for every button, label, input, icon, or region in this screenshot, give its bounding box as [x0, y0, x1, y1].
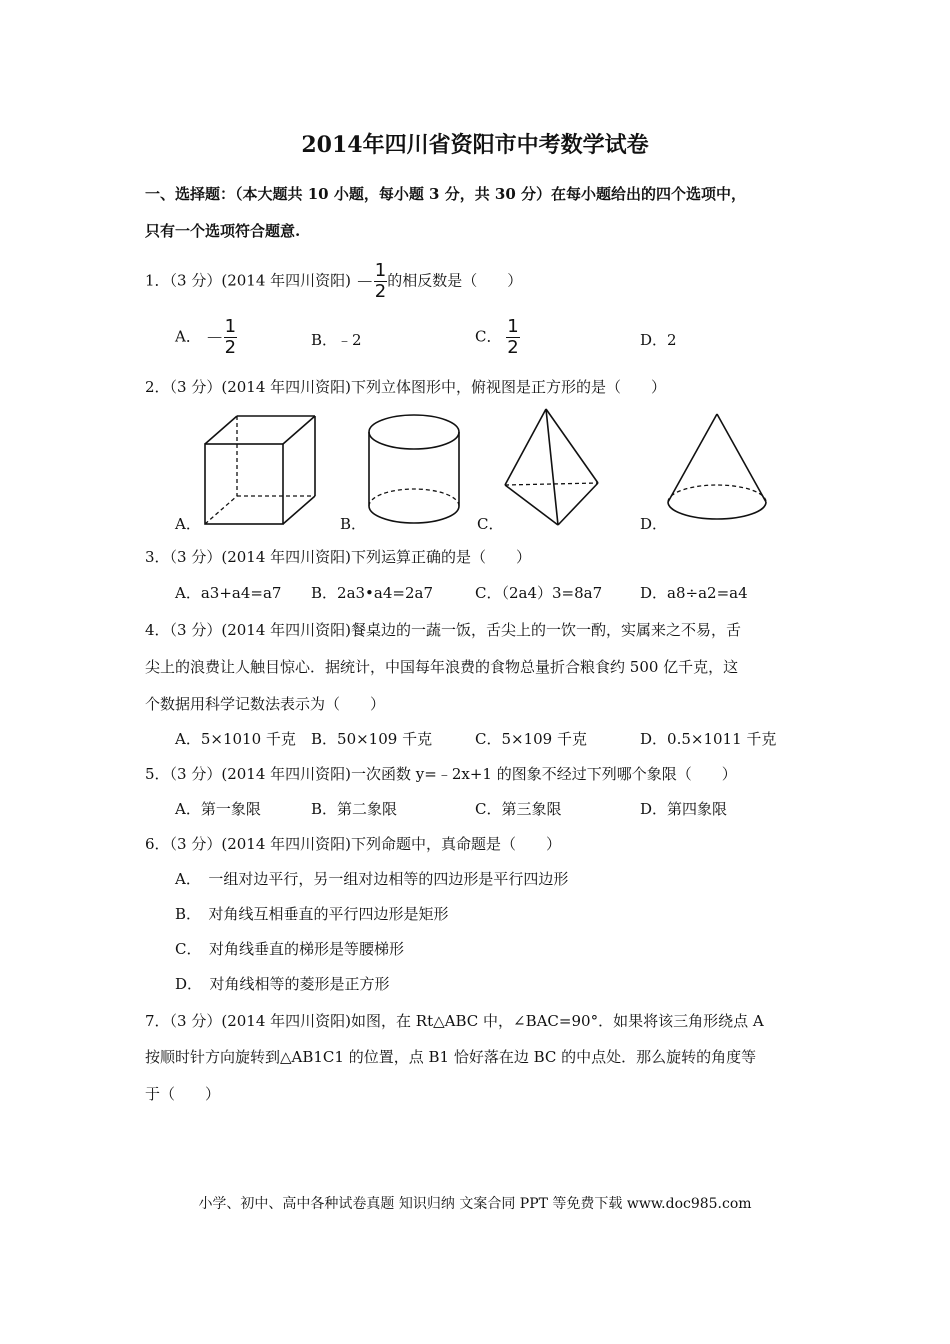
q3-option-a: A．a3+a4=a7 — [175, 584, 282, 602]
q4-option-b: B．50×109 千克 — [311, 730, 433, 748]
question-3-stem: 3．（3 分）(2014 年四川资阳)下列运算正确的是（ ） — [145, 548, 532, 566]
question-2-stem: 2．（3 分）(2014 年四川资阳)下列立体图形中，俯视图是正方形的是（ ） — [145, 378, 667, 396]
question-7-line3: 于（ ） — [145, 1085, 221, 1103]
q1-option-a-denominator: 2 — [224, 337, 237, 358]
q1-numerator: 1 — [374, 260, 387, 281]
q1-denominator: 2 — [374, 281, 387, 302]
q1-option-a-negative: － — [205, 328, 224, 350]
q1-option-a-numerator: 1 — [224, 316, 237, 337]
q5-option-a: A．第一象限 — [175, 800, 261, 818]
q1-option-a — [175, 318, 237, 357]
question-4-line1: 4．（3 分）(2014 年四川资阳)餐桌边的一蔬一饭，舌尖上的一饮一酌，实属来之不易，舌 — [145, 621, 742, 639]
q6-option-c: C． 对角线垂直的梯形是等腰梯形 — [175, 940, 404, 958]
q1-option-b: B．﹣2 — [311, 331, 362, 349]
cone-figure — [662, 410, 772, 530]
q1-option-c-numerator: 1 — [507, 316, 519, 337]
q6-option-b: B． 对角线互相垂直的平行四边形是矩形 — [175, 905, 449, 923]
q3-option-b: B．2a3•a4=2a7 — [311, 584, 433, 602]
q1-option-c-fraction — [506, 318, 519, 357]
section-heading-line2: 只有一个选项符合题意. — [145, 222, 301, 240]
q2-option-d: D． — [640, 515, 668, 533]
q1-suffix: 的相反数是（ ） — [387, 271, 523, 290]
q1-prefix: 1．（3 分）(2014 年四川资阳) — [145, 271, 352, 290]
question-5-stem: 5．（3 分）(2014 年四川资阳)一次函数 y=﹣2x+1 的图象不经过下列哪个象限（ ） — [145, 765, 737, 783]
q6-option-a: A． 一组对边平行，另一组对边相等的四边形是平行四边形 — [175, 870, 569, 888]
q1-option-d: D．2 — [640, 331, 677, 349]
q3-option-c: C．（2a4）3=8a7 — [475, 584, 603, 602]
page-title: 2014年四川省资阳市中考数学试卷 — [301, 132, 649, 158]
q1-option-a-label: A． — [175, 327, 201, 346]
q5-option-d: D．第四象限 — [640, 800, 728, 818]
q1-option-a-fraction — [224, 318, 237, 357]
q1-option-c-label: C． — [475, 327, 502, 346]
q4-option-d: D．0.5×1011 千克 — [640, 730, 777, 748]
q3-option-d: D．a8÷a2=a4 — [640, 584, 748, 602]
section-heading-line1: 一、选择题：（本大题共 10 小题，每小题 3 分，共 30 分）在每小题给出的四个选项中， — [145, 185, 747, 203]
cube-figure — [195, 412, 325, 530]
question-4-line3: 个数据用科学记数法表示为（ ） — [145, 695, 386, 713]
q4-option-c: C．5×109 千克 — [475, 730, 587, 748]
q2-option-a: A． — [175, 515, 201, 533]
q2-option-c: C． — [477, 515, 504, 533]
q1-option-c-denominator: 2 — [507, 337, 519, 358]
q6-option-d: D． 对角线相等的菱形是正方形 — [175, 975, 390, 993]
question-6-stem: 6．（3 分）(2014 年四川资阳)下列命题中，真命题是（ ） — [145, 835, 562, 853]
q4-option-a: A．5×1010 千克 — [175, 730, 296, 748]
question-7-line2: 按顺时针方向旋转到△AB1C1 的位置，点 B1 恰好落在边 BC 的中点处．那么旋转的角度等 — [145, 1048, 757, 1066]
q1-negative-sign: － — [355, 272, 374, 294]
q1-fraction — [374, 262, 387, 301]
q2-option-b: B． — [340, 515, 367, 533]
pyramid-figure — [500, 405, 605, 530]
cylinder-figure — [362, 410, 467, 532]
question-4-line2: 尖上的浪费让人触目惊心．据统计，中国每年浪费的食物总量折合粮食约 500 亿千克，这 — [145, 658, 739, 676]
question-7-line1: 7．（3 分）(2014 年四川资阳)如图，在 Rt△ABC 中，∠BAC=90°．如果将该三角形绕点 A — [145, 1012, 764, 1030]
question-1-stem — [145, 262, 522, 301]
page-footer: 小学、初中、高中各种试卷真题 知识归纳 文案合同 PPT 等免费下载 www.doc985.com — [198, 1196, 752, 1212]
q1-option-c — [475, 318, 520, 357]
q5-option-c: C．第三象限 — [475, 800, 562, 818]
q5-option-b: B．第二象限 — [311, 800, 398, 818]
